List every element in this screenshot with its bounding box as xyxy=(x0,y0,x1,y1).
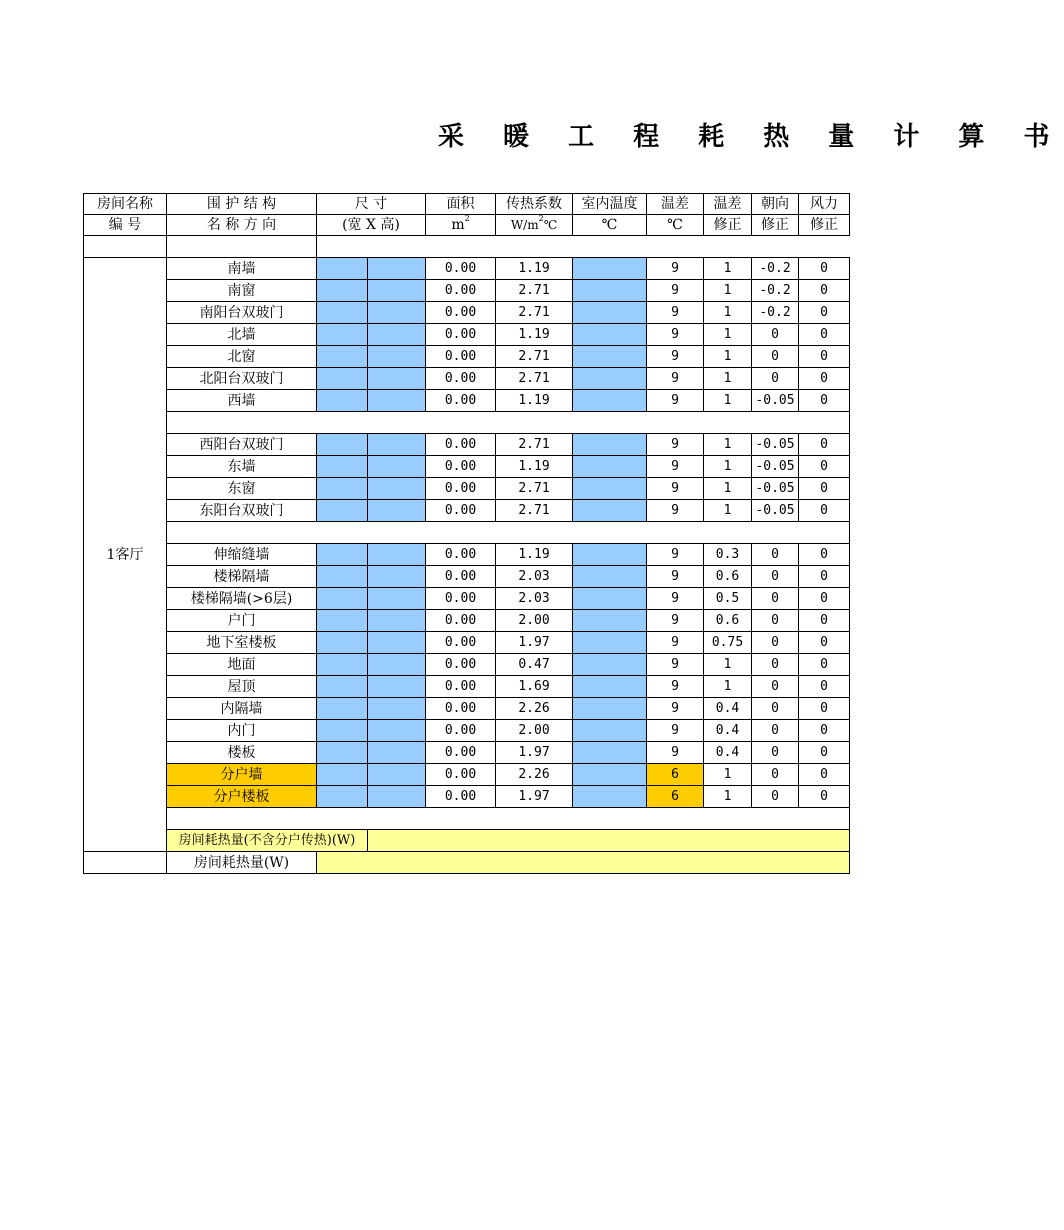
orientation-corr-value: 0 xyxy=(752,654,799,676)
indoor-temp-input[interactable] xyxy=(573,676,647,698)
table-row xyxy=(84,258,850,280)
width-input[interactable] xyxy=(317,588,368,610)
orientation-corr-value: 0 xyxy=(752,720,799,742)
temp-diff-value: 9 xyxy=(647,544,704,566)
heat-load-table xyxy=(83,193,850,874)
header-temp-diff-unit: ℃ xyxy=(647,215,704,236)
wind-corr-value: 0 xyxy=(799,302,850,324)
wind-corr-value: 0 xyxy=(799,720,850,742)
height-input[interactable] xyxy=(368,588,426,610)
height-input[interactable] xyxy=(368,566,426,588)
temp-diff-value: 9 xyxy=(647,346,704,368)
element-name: 西墙 xyxy=(167,390,317,412)
area-value: 0.00 xyxy=(426,280,496,302)
table-row xyxy=(84,346,850,368)
wind-corr-value: 0 xyxy=(799,324,850,346)
coefficient-value: 1.69 xyxy=(496,676,573,698)
temp-diff-value: 9 xyxy=(647,654,704,676)
wind-corr-value: 0 xyxy=(799,632,850,654)
table-row xyxy=(84,544,850,566)
coefficient-value: 1.97 xyxy=(496,632,573,654)
wind-corr-value: 0 xyxy=(799,764,850,786)
width-input[interactable] xyxy=(317,654,368,676)
orientation-corr-value: 0 xyxy=(752,368,799,390)
orientation-corr-value: 0 xyxy=(752,742,799,764)
header-coefficient: 传热系数 xyxy=(496,194,573,215)
area-value: 0.00 xyxy=(426,434,496,456)
header-row-bottom xyxy=(84,215,850,236)
table-row xyxy=(84,610,850,632)
area-value: 0.00 xyxy=(426,368,496,390)
wind-corr-value: 0 xyxy=(799,500,850,522)
height-input[interactable] xyxy=(368,280,426,302)
temp-diff-value: 9 xyxy=(647,698,704,720)
table-row xyxy=(84,786,850,808)
indoor-temp-input[interactable] xyxy=(573,346,647,368)
coefficient-value: 2.26 xyxy=(496,698,573,720)
temp-diff-corr-value: 1 xyxy=(704,676,752,698)
wind-corr-value: 0 xyxy=(799,610,850,632)
spacer-row xyxy=(84,412,850,434)
coefficient-value: 1.19 xyxy=(496,544,573,566)
height-input[interactable] xyxy=(368,500,426,522)
orientation-corr-value: -0.05 xyxy=(752,478,799,500)
header-area-unit: $m^2$ xyxy=(426,215,496,236)
temp-diff-value: 9 xyxy=(647,302,704,324)
height-input[interactable] xyxy=(368,434,426,456)
header-temp-diff: 温差 xyxy=(647,194,704,215)
table-row xyxy=(84,434,850,456)
area-value: 0.00 xyxy=(426,720,496,742)
orientation-corr-value: -0.05 xyxy=(752,456,799,478)
table-row xyxy=(84,280,850,302)
height-input[interactable] xyxy=(368,742,426,764)
coefficient-value: 2.26 xyxy=(496,764,573,786)
orientation-corr-value: 0 xyxy=(752,698,799,720)
table-row xyxy=(84,324,850,346)
height-input[interactable] xyxy=(368,324,426,346)
element-name: 分户楼板 xyxy=(167,786,317,808)
orientation-corr-value: 0 xyxy=(752,632,799,654)
table-row xyxy=(84,720,850,742)
header-enclosure-dir: 名 称 方 向 xyxy=(167,215,317,236)
area-value: 0.00 xyxy=(426,764,496,786)
height-input[interactable] xyxy=(368,302,426,324)
indoor-temp-input[interactable] xyxy=(573,390,647,412)
element-name: 分户墙 xyxy=(167,764,317,786)
temp-diff-value: 9 xyxy=(647,610,704,632)
orientation-corr-value: 0 xyxy=(752,676,799,698)
width-input[interactable] xyxy=(317,258,368,280)
temp-diff-value: 9 xyxy=(647,258,704,280)
header-orientation-unit: 修正 xyxy=(752,215,799,236)
header-wind: 风力 xyxy=(799,194,850,215)
table-row xyxy=(84,390,850,412)
table-row xyxy=(84,764,850,786)
indoor-temp-input[interactable] xyxy=(573,764,647,786)
spacer-row xyxy=(84,522,850,544)
height-input[interactable] xyxy=(368,478,426,500)
height-input[interactable] xyxy=(368,720,426,742)
width-input[interactable] xyxy=(317,302,368,324)
header-indoor-temp-unit: ℃ xyxy=(573,215,647,236)
element-name: 楼板 xyxy=(167,742,317,764)
temp-diff-value: 9 xyxy=(647,478,704,500)
temp-diff-corr-value: 1 xyxy=(704,654,752,676)
element-name: 楼梯隔墙(>6层) xyxy=(167,588,317,610)
wind-corr-value: 0 xyxy=(799,676,850,698)
header-area: 面积 xyxy=(426,194,496,215)
width-input[interactable] xyxy=(317,456,368,478)
wind-corr-value: 0 xyxy=(799,654,850,676)
coefficient-value: 1.19 xyxy=(496,456,573,478)
coefficient-value: 2.00 xyxy=(496,720,573,742)
summary-total-label: 房间耗热量(W) xyxy=(167,852,317,874)
area-value: 0.00 xyxy=(426,478,496,500)
area-value: 0.00 xyxy=(426,610,496,632)
indoor-temp-input[interactable] xyxy=(573,324,647,346)
coefficient-value: 2.71 xyxy=(496,302,573,324)
width-input[interactable] xyxy=(317,346,368,368)
indoor-temp-input[interactable] xyxy=(573,434,647,456)
orientation-corr-value: -0.05 xyxy=(752,500,799,522)
temp-diff-value: 9 xyxy=(647,324,704,346)
coefficient-value: 2.00 xyxy=(496,610,573,632)
element-name: 户门 xyxy=(167,610,317,632)
indoor-temp-input[interactable] xyxy=(573,456,647,478)
summary-row-total xyxy=(84,852,850,874)
indoor-temp-input[interactable] xyxy=(573,742,647,764)
wind-corr-value: 0 xyxy=(799,280,850,302)
summary-total-value xyxy=(317,852,850,874)
orientation-corr-value: 0 xyxy=(752,346,799,368)
width-input[interactable] xyxy=(317,390,368,412)
area-value: 0.00 xyxy=(426,632,496,654)
temp-diff-corr-value: 1 xyxy=(704,258,752,280)
height-input[interactable] xyxy=(368,456,426,478)
wind-corr-value: 0 xyxy=(799,588,850,610)
area-value: 0.00 xyxy=(426,456,496,478)
header-temp-diff-corr: 温差 xyxy=(704,194,752,215)
table-row xyxy=(84,698,850,720)
coefficient-value: 2.03 xyxy=(496,588,573,610)
element-name: 伸缩缝墙 xyxy=(167,544,317,566)
element-name: 北窗 xyxy=(167,346,317,368)
coefficient-value: 2.03 xyxy=(496,566,573,588)
wind-corr-value: 0 xyxy=(799,786,850,808)
table-row xyxy=(84,478,850,500)
orientation-corr-value: 0 xyxy=(752,588,799,610)
coefficient-value: 1.97 xyxy=(496,742,573,764)
element-name: 屋顶 xyxy=(167,676,317,698)
table-row xyxy=(84,632,850,654)
wind-corr-value: 0 xyxy=(799,434,850,456)
width-input[interactable] xyxy=(317,610,368,632)
page-title: 采 暖 工 程 耗 热 量 计 算 书 xyxy=(438,122,1064,152)
indoor-temp-input[interactable] xyxy=(573,720,647,742)
element-name: 南墙 xyxy=(167,258,317,280)
indoor-temp-input[interactable] xyxy=(573,368,647,390)
element-name: 东窗 xyxy=(167,478,317,500)
indoor-temp-input[interactable] xyxy=(573,302,647,324)
temp-diff-value: 9 xyxy=(647,434,704,456)
temp-diff-corr-value: 1 xyxy=(704,500,752,522)
wind-corr-value: 0 xyxy=(799,390,850,412)
indoor-temp-input[interactable] xyxy=(573,654,647,676)
orientation-corr-value: -0.05 xyxy=(752,390,799,412)
temp-diff-corr-value: 0.6 xyxy=(704,610,752,632)
temp-diff-corr-value: 1 xyxy=(704,280,752,302)
header-dimension-unit: (宽 X 高) xyxy=(317,215,426,236)
indoor-temp-input[interactable] xyxy=(573,632,647,654)
temp-diff-corr-value: 0.5 xyxy=(704,588,752,610)
element-name: 北墙 xyxy=(167,324,317,346)
temp-diff-value: 9 xyxy=(647,368,704,390)
indoor-temp-input[interactable] xyxy=(573,280,647,302)
temp-diff-value: 9 xyxy=(647,390,704,412)
temp-diff-corr-value: 1 xyxy=(704,478,752,500)
temp-diff-corr-value: 1 xyxy=(704,346,752,368)
height-input[interactable] xyxy=(368,346,426,368)
width-input[interactable] xyxy=(317,280,368,302)
element-name: 东阳台双玻门 xyxy=(167,500,317,522)
height-input[interactable] xyxy=(368,676,426,698)
area-value: 0.00 xyxy=(426,676,496,698)
indoor-temp-input[interactable] xyxy=(573,566,647,588)
height-input[interactable] xyxy=(368,632,426,654)
element-name: 内门 xyxy=(167,720,317,742)
header-coefficient-unit: $W/m^2℃$ xyxy=(496,215,573,236)
coefficient-value: 2.71 xyxy=(496,478,573,500)
area-value: 0.00 xyxy=(426,698,496,720)
indoor-temp-input[interactable] xyxy=(573,258,647,280)
wind-corr-value: 0 xyxy=(799,544,850,566)
width-input[interactable] xyxy=(317,478,368,500)
area-value: 0.00 xyxy=(426,302,496,324)
temp-diff-value: 9 xyxy=(647,720,704,742)
header-temp-diff-corr-unit: 修正 xyxy=(704,215,752,236)
coefficient-value: 2.71 xyxy=(496,434,573,456)
orientation-corr-value: 0 xyxy=(752,610,799,632)
orientation-corr-value: 0 xyxy=(752,544,799,566)
temp-diff-corr-value: 1 xyxy=(704,390,752,412)
wind-corr-value: 0 xyxy=(799,478,850,500)
temp-diff-corr-value: 1 xyxy=(704,302,752,324)
header-indoor-temp: 室内温度 xyxy=(573,194,647,215)
wind-corr-value: 0 xyxy=(799,566,850,588)
temp-diff-value: 6 xyxy=(647,786,704,808)
height-input[interactable] xyxy=(368,786,426,808)
table-row xyxy=(84,368,850,390)
area-value: 0.00 xyxy=(426,786,496,808)
temp-diff-value: 9 xyxy=(647,500,704,522)
width-input[interactable] xyxy=(317,676,368,698)
temp-diff-corr-value: 1 xyxy=(704,786,752,808)
element-name: 地面 xyxy=(167,654,317,676)
orientation-corr-value: -0.05 xyxy=(752,434,799,456)
orientation-corr-value: 0 xyxy=(752,786,799,808)
width-input[interactable] xyxy=(317,500,368,522)
width-input[interactable] xyxy=(317,434,368,456)
coefficient-value: 1.97 xyxy=(496,786,573,808)
indoor-temp-input[interactable] xyxy=(573,544,647,566)
element-name: 楼梯隔墙 xyxy=(167,566,317,588)
width-input[interactable] xyxy=(317,720,368,742)
temp-diff-corr-value: 0.4 xyxy=(704,698,752,720)
summary-row-excl xyxy=(84,830,850,852)
blank-row xyxy=(84,236,850,258)
area-value: 0.00 xyxy=(426,654,496,676)
header-enclosure: 围 护 结 构 xyxy=(167,194,317,215)
header-row-top xyxy=(84,194,850,215)
table-row xyxy=(84,654,850,676)
height-input[interactable] xyxy=(368,368,426,390)
indoor-temp-input[interactable] xyxy=(573,610,647,632)
room-name-cell: 1客厅 xyxy=(84,258,167,852)
table-row xyxy=(84,742,850,764)
height-input[interactable] xyxy=(368,258,426,280)
table-row xyxy=(84,588,850,610)
table-row xyxy=(84,566,850,588)
coefficient-value: 2.71 xyxy=(496,500,573,522)
temp-diff-corr-value: 0.6 xyxy=(704,566,752,588)
coefficient-value: 1.19 xyxy=(496,258,573,280)
height-input[interactable] xyxy=(368,610,426,632)
area-value: 0.00 xyxy=(426,346,496,368)
indoor-temp-input[interactable] xyxy=(573,500,647,522)
coefficient-value: 0.47 xyxy=(496,654,573,676)
temp-diff-value: 9 xyxy=(647,742,704,764)
indoor-temp-input[interactable] xyxy=(573,478,647,500)
temp-diff-corr-value: 1 xyxy=(704,368,752,390)
area-value: 0.00 xyxy=(426,500,496,522)
temp-diff-value: 9 xyxy=(647,566,704,588)
width-input[interactable] xyxy=(317,764,368,786)
wind-corr-value: 0 xyxy=(799,346,850,368)
element-name: 南阳台双玻门 xyxy=(167,302,317,324)
indoor-temp-input[interactable] xyxy=(573,698,647,720)
temp-diff-value: 6 xyxy=(647,764,704,786)
table-row xyxy=(84,302,850,324)
header-room-no: 编 号 xyxy=(84,215,167,236)
wind-corr-value: 0 xyxy=(799,742,850,764)
height-input[interactable] xyxy=(368,390,426,412)
coefficient-value: 2.71 xyxy=(496,280,573,302)
coefficient-value: 2.71 xyxy=(496,368,573,390)
temp-diff-value: 9 xyxy=(647,632,704,654)
height-input[interactable] xyxy=(368,654,426,676)
temp-diff-corr-value: 0.4 xyxy=(704,742,752,764)
area-value: 0.00 xyxy=(426,742,496,764)
width-input[interactable] xyxy=(317,368,368,390)
element-name: 西阳台双玻门 xyxy=(167,434,317,456)
orientation-corr-value: -0.2 xyxy=(752,258,799,280)
width-input[interactable] xyxy=(317,786,368,808)
coefficient-value: 2.71 xyxy=(496,346,573,368)
width-input[interactable] xyxy=(317,324,368,346)
indoor-temp-input[interactable] xyxy=(573,588,647,610)
header-room: 房间名称 xyxy=(84,194,167,215)
temp-diff-corr-value: 0.75 xyxy=(704,632,752,654)
table-row xyxy=(84,676,850,698)
width-input[interactable] xyxy=(317,544,368,566)
summary-excl-value xyxy=(368,830,850,852)
area-value: 0.00 xyxy=(426,324,496,346)
area-value: 0.00 xyxy=(426,566,496,588)
wind-corr-value: 0 xyxy=(799,698,850,720)
element-name: 北阳台双玻门 xyxy=(167,368,317,390)
area-value: 0.00 xyxy=(426,258,496,280)
table-row xyxy=(84,456,850,478)
table-row xyxy=(84,500,850,522)
area-value: 0.00 xyxy=(426,588,496,610)
temp-diff-corr-value: 1 xyxy=(704,434,752,456)
element-name: 地下室楼板 xyxy=(167,632,317,654)
header-dimension: 尺 寸 xyxy=(317,194,426,215)
area-value: 0.00 xyxy=(426,390,496,412)
temp-diff-value: 9 xyxy=(647,676,704,698)
height-input[interactable] xyxy=(368,764,426,786)
width-input[interactable] xyxy=(317,742,368,764)
element-name: 南窗 xyxy=(167,280,317,302)
temp-diff-value: 9 xyxy=(647,456,704,478)
orientation-corr-value: -0.2 xyxy=(752,280,799,302)
height-input[interactable] xyxy=(368,544,426,566)
wind-corr-value: 0 xyxy=(799,258,850,280)
header-wind-unit: 修正 xyxy=(799,215,850,236)
element-name: 东墙 xyxy=(167,456,317,478)
header-orientation: 朝向 xyxy=(752,194,799,215)
temp-diff-corr-value: 0.3 xyxy=(704,544,752,566)
width-input[interactable] xyxy=(317,566,368,588)
temp-diff-corr-value: 1 xyxy=(704,456,752,478)
summary-excl-label: 房间耗热量(不含分户传热)(W) xyxy=(167,830,368,852)
width-input[interactable] xyxy=(317,698,368,720)
temp-diff-value: 9 xyxy=(647,280,704,302)
indoor-temp-input[interactable] xyxy=(573,786,647,808)
orientation-corr-value: 0 xyxy=(752,324,799,346)
temp-diff-corr-value: 1 xyxy=(704,324,752,346)
wind-corr-value: 0 xyxy=(799,368,850,390)
element-name: 内隔墙 xyxy=(167,698,317,720)
coefficient-value: 1.19 xyxy=(496,390,573,412)
area-value: 0.00 xyxy=(426,544,496,566)
height-input[interactable] xyxy=(368,698,426,720)
wind-corr-value: 0 xyxy=(799,456,850,478)
temp-diff-corr-value: 1 xyxy=(704,764,752,786)
temp-diff-value: 9 xyxy=(647,588,704,610)
spacer-row xyxy=(84,808,850,830)
temp-diff-corr-value: 0.4 xyxy=(704,720,752,742)
coefficient-value: 1.19 xyxy=(496,324,573,346)
orientation-corr-value: -0.2 xyxy=(752,302,799,324)
width-input[interactable] xyxy=(317,632,368,654)
orientation-corr-value: 0 xyxy=(752,764,799,786)
orientation-corr-value: 0 xyxy=(752,566,799,588)
